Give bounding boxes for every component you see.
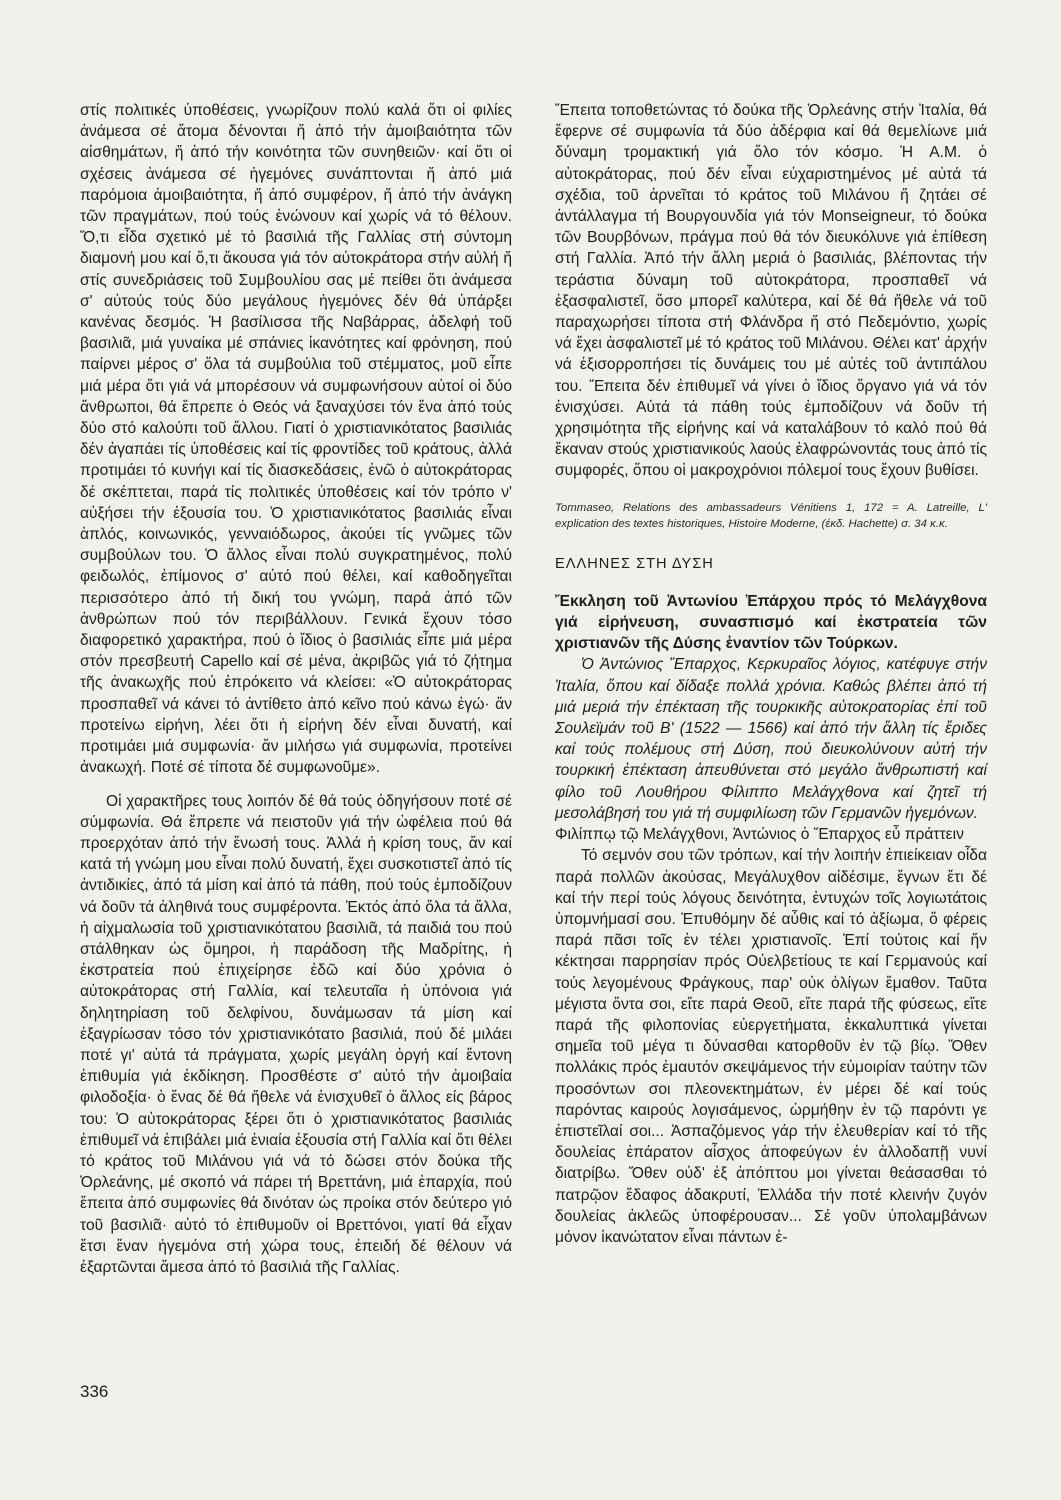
page-number: 336 xyxy=(80,1382,109,1401)
left-column xyxy=(80,100,512,1278)
letter-salutation: Φιλίππῳ τῷ Μελάγχθονι, Ἀντώνιος ὁ Ἔπαρχος εὖ πράττειν xyxy=(555,826,964,844)
source-citation: Tommaseo, Relations des ambassadeurs Vénitiens 1, 172 = A. Latreille, L' explication des textes historiques, Histoire Moderne, (ἐκδ. Hachette) σ. 34 κ.κ. xyxy=(555,501,987,530)
body-paragraph: στίς πολιτικές ὑποθέσεις, γνωρίζουν πολύ καλά ὅτι οἱ φιλίες ἀνάμεσα σέ ἄτομα δένονται ἤ ἀπό τήν ἀμοιβαιότητα τῶν αἰσθημάτων, ἤ ἀπό τήν κοινότητα τῶν συνηθειῶν· καί ὅτι οἱ σχέσεις ἀνάμεσα σέ ἡγεμόνες συνάπτονται ἤ ἀπό μιά παρόμοια ἀμοιβαιότητα, ἤ ἀπό συμφέρον, ἤ ἀπό τήν ἀνάγκη τῶν πραγμάτων, πού τούς ἑνώνουν καί χωρίς νά τό θέλουν. Ὅ,τι εἶδα σχετικό μέ τό βασιλιά τῆς Γαλλίας στή σύντομη διαμονή μου καί ὅ,τι ἄκουσα γιά τόν αὐτοκράτορα στήν αὐλή ἤ στίς συνεδριάσεις τοῦ Συμβουλίου σας μέ πείθει ὅτι ἀνάμεσα σ' αὐτούς τούς δύο μεγάλους ἡγεμόνες δέν θά ὑπάρξει κανένας δεσμός. Ἡ βασίλισσα τῆς Ναβάρρας, ἀδελφή τοῦ βασιλιᾶ, μιά γυναίκα μέ σπάνιες ἱκανότητες καί φρόνηση, πού παίρνει μέρος σ' ὅλα τά συμβούλια τοῦ στέμματος, μοῦ εἶπε μιά μέρα ὅτι γιά νά μπορέσουν νά συμφωνήσουν αὐτοί οἱ δύο ἄνθρωποι, θά ἔπρεπε ὁ Θεός νά ξαναχύσει τόν ἕνα ἀπό τούς δύο στό καλούπι τοῦ ἄλλου. Γιατί ὁ χριστιανικότατος βασιλιάς δέν ἀγαπάει τίς ὑποθέσεις καί τίς φροντίδες τοῦ κράτους, ἀλλά προτιμάει τό κυνήγι καί τίς διασκεδάσεις, ἐνῶ ὁ αὐτοκράτορας δέ σκέπτεται, παρά τίς πολιτικές ὑποθέσεις καί τόν τρόπο ν' αὐξήσει τήν ἐξουσία του. Ὁ χριστιανικότατος βασιλιάς εἶναι ἁπλός, κοινωνικός, γενναιόδωρος, ἀκούει τίς γνῶμες τῶν συμβούλων του. Ὁ ἄλλος εἶναι πολύ συγκρατημένος, πολύ φειδωλός, ἐπίμονος σ' αὐτό πού θέλει, καί καθοδηγεῖται περισσότερο ἀπό τή δική του γνώμη, παρά ἀπό τῶν ἀνθρώπων πού τόν περιβάλλουν. Γενικά ἔχουν τόσο διαφορετικό χαρακτήρα, πού ὁ ἴδιος ὁ βασιλιάς εἶπε μιά μέρα στόν πρεσβευτή Capello καί σέ μένα, ἀκριβῶς γιά τό ζήτημα τῆς ἀνακωχῆς πού ἐπρόκειτο νά κλείσει: «Ὁ αὐτοκράτορας προσπαθεῖ νά κάνει τό ἀντίθετο ἀπό κεῖνο πού κάνω ἐγώ· ἄν προτείνω εἰρήνη, λέει ὅτι ἡ εἰρήνη δέν εἶναι δυνατή, καί προτιμάει μιά συμφωνία· ἄν μιλήσω γιά συμφωνία, προτείνει ἀνακωχή. Ποτέ σέ τίποτα δέ συμφωνοῦμε». xyxy=(80,102,512,777)
intro-paragraph: Ὁ Ἀντώνιος Ἔπαρχος, Κερκυραῖος λόγιος, κατέφυγε στήν Ἰταλία, ὅπου καί δίδαξε πολλά χρόνια. Καθώς βλέπει ἀπό τή μιά μεριά τήν ἐπέκταση τῆς τουρκικῆς αὐτοκρατορίας ἐπί τοῦ Σουλεϊμάν τοῦ Β' (1522 — 1566) καί ἀπό τήν ἄλλη τίς ἔριδες καί τούς πολέμους στή Δύση, πού διευκολύνουν αὐτή τήν τουρκική ἐπέκταση ἀπευθύνεται στό μεγάλο ἄνθρωπιστή καί φίλο τοῦ Λουθήρου Φίλιππο Μελάγχθονα καί ζητεῖ τή μεσολάβησή του γιά τή συμφιλίωση τῶν Γερμανῶν ἡγεμόνων. xyxy=(555,656,987,822)
section-heading: ΕΛΛΗΝΕΣ ΣΤΗ ΔΥΣΗ xyxy=(555,555,714,572)
body-paragraph: Οἱ χαρακτῆρες τους λοιπόν δέ θά τούς ὁδηγήσουν ποτέ σέ σύμφωνία. Θά ἔπρεπε νά πειστοῦν γιά τήν ὠφέλεια πού θά προερχόταν ἀπό τήν ἕνωσή τους. Ἀλλά ἡ κρίση τους, ἄν καί κατά τή γνώμη μου εἶναι πολύ δυνατή, ἔχει συσκοτιστεῖ ἀπό τίς ἀντιδικίες, ἀπό τά μίση καί ἀπό τά πάθη, πού τούς ἐμποδίζουν νά δοῦν τά ἀληθινά τους συμφέροντα. Ἐκτός ἀπό ὅλα τά ἄλλα, ἡ αἰχμαλωσία τοῦ χριστιανικότατου βασιλιᾶ, τά παιδιά του πού στάλθηκαν ὡς ὅμηροι, ἡ παράδοση τῆς Μαδρίτης, ἡ ἐκστρατεία πού ἐπιχείρησε ἐδῶ καί δύο χρόνια ὁ αὐτοκράτορας στή Γαλλία, καί τελευταῖα ἡ ὑπόνοια γιά δηλητηρίαση τοῦ δελφίνου, δυνάμωσαν τά μίση καί ἐξαγρίωσαν τόσο τόν χριστιανικότατο βασιλιά, πού δέ μιλάει ποτέ γι' αὐτά τά πράγματα, χωρίς μεγάλη ὀργή καί ἔντονη ἐπιθυμία γιά ἐκδίκηση. Προσθέστε σ' αὐτό τήν ἀμοιβαία φιλοδοξία· ὁ ἕνας δέ θά ἤθελε νά ἐνισχυθεῖ ὁ ἄλλος είς βάρος του: Ὁ αὐτοκράτορας ξέρει ὅτι ὁ χριστιανικότατος βασιλιάς ἐπιθυμεῖ νά ἐπιβάλει μιά ἑνιαία ἐξουσία στή Γαλλία καί ὅτι θέλει τό κράτος τοῦ Μιλάνου γιά νά τό δώσει στόν δούκα τῆς Ὀρλεάνης, μέ σκοπό νά πάρει τή Βρεττάνη, μιά ἐπαρχία, πού ἔπειτα ἀπό συμφωνίες θά δινόταν ὡς προίκα στόν δεύτερο γιό τοῦ βασιλιᾶ· αὐτό τό ἐπιθυμοῦν οἱ Βρεττόνοι, γιατί θά εἶχαν ἔτσι ἕναν ἡγεμόνα στή χώρα τους, ἐπειδή δέ θέλουν νά ἐξαρτῶνται ἄμεσα ἀπό τό βασιλιά τῆς Γαλλίας. xyxy=(80,792,512,1276)
right-column xyxy=(555,100,987,1248)
letter-text: Τό σεμνόν σου τῶν τρόπων, καί τήν λοιπήν ἐπιείκειαν οἶδα παρά πολλῶν ἀκούσας, Μεγάλυχθον αἰδέσιμε, ἔγνων ἔτι δέ καί τήν περί τούς λόγους δεινότητα, ἐντυχών τοῖς λογιωτάτοις ὑπομνήμασί σου. Ἐπυθόμην δέ αὖθις καί τό ἀξίωμα, ὅ φέρεις παρά πᾶσι τοῖς ἐν τέλει χριστιανοῖς. Ἐπί τούτοις καί ἥν κέκτησαι παρρησίαν πρός Οὐελβετίους τε καί Γερμανούς καί τούς λεγομένους Φράγκους, παρ' οὐκ ὀλίγων ἔμαθον. Ταῦτα μέγιστα ὄντα σοι, εἴτε παρά Θεοῦ, εἴτε παρά τῆς φύσεως, εἴτε παρά τῆς φιλοπονίας εὐεργετήματα, ἐκκαλυπτικά γίνεται σημεῖα τοῦ μέγα τι δύνασθαι κατορθοῦν ἐν τῷ βίῳ. Ὅθεν πολλάκις πρός ἐμαυτόν σκεψάμενος τήν εὐμοιρίαν ταύτην τῶν προσόντων σοι πλεονεκτημάτων, ἐν μέρει δέ καί τούς παρόντας καιρούς λογισάμενος, ὡρμήθην ἐν τῷ παρόντι γε ἐπιστεῖλαί σοι... Ἀσπαζόμενος γάρ τήν ἐλευθερίαν καί τό τῆς δουλείας ἐπάρατον αἶσχος ἀποφεύγων ἐν ἀλλοδαπῇ νυνί διατρίβω. Ὅθεν οὐδ' ἐξ ἀπόπτου μοι γίνεται θεάσασθαι τό πατρῷον ἔδαφος ἀδακρυτί, Ἑλλάδα τήν ποτέ κλεινήν ζυγόν δουλείας ἀκλεῶς ὑποφέρουσαν... Σέ γοῦν ὑπολαμβάνων μόνον ἱκανώτατον εἶναι πάντων ἐ- xyxy=(555,847,987,1246)
article-title: Ἔκκληση τοῦ Ἀντωνίου Ἐπάρχου πρός τό Μελάγχθονα γιά εἰρήνευση, συνασπισμό καί ἐκστρατεία τῶν χριστιανῶν τῆς Δύσης ἐναντίον τῶν Τούρκων. xyxy=(555,592,987,653)
body-paragraph: Ἔπειτα τοποθετώντας τό δούκα τῆς Ὀρλεάνης στήν Ἰταλία, θά ἔφερνε σέ συμφωνία τά δύο ἀδέρφια καί θά θεμελίωνε μιά δύναμη τρομακτική γιά ὅλο τόν κόσμο. Ἡ Α.Μ. ὁ αὐτοκράτορας, πού δέν εἶναι εὐχαριστημένος μέ αὐτά τά σχέδια, τοῦ ἀρνεῖται τό κράτος τοῦ Μιλάνου ἤ ζητάει σέ ἀντάλλαγμα τή Βουργουνδία γιά τόν Monseigneur, τό δούκα τῶν Βουρβόνων, πράγμα πού θά τόν διευκόλυνε γιά ἐπίθεση στή Γαλλία. Ἀπό τήν ἄλλη μεριά ὁ βασιλιάς, βλέποντας τήν τεράστια δύναμη τοῦ αὐτοκράτορα, προσπαθεῖ νά ἐξασφαλιστεῖ, ὅσο μπορεῖ καλύτερα, καί δέ θά ἤθελε νά τοῦ παραχωρήσει τίποτα στή Φλάνδρα ἤ στό Πεδεμόντιο, χωρίς νά ἔχει ἀσφαλιστεῖ μέ τό κράτος τοῦ Μιλάνου. Θέλει κατ' ἀρχήν νά ἐξισορροπήσει τίς δυνάμεις του μέ αὐτές τοῦ ἀντιπάλου του. Ἔπειτα δέν ἐπιθυμεῖ νά γίνει ὁ ἴδιος ὄργανο γιά νά τόν ἐνισχύσει. Αὐτά τά πάθη τούς ἐμποδίζουν νά δοῦν τή χρησιμότητα τῆς εἰρήνης καί νά καταλάβουν τό καλό πού θά ἔκαναν στούς χριστιανικούς λαούς ἐλαφρώνοντάς τους ἀπό τίς συμφορές, ὅπου οἱ μακροχρόνιοι πόλεμοί τους ἔχουν βυθίσει. xyxy=(555,102,987,480)
